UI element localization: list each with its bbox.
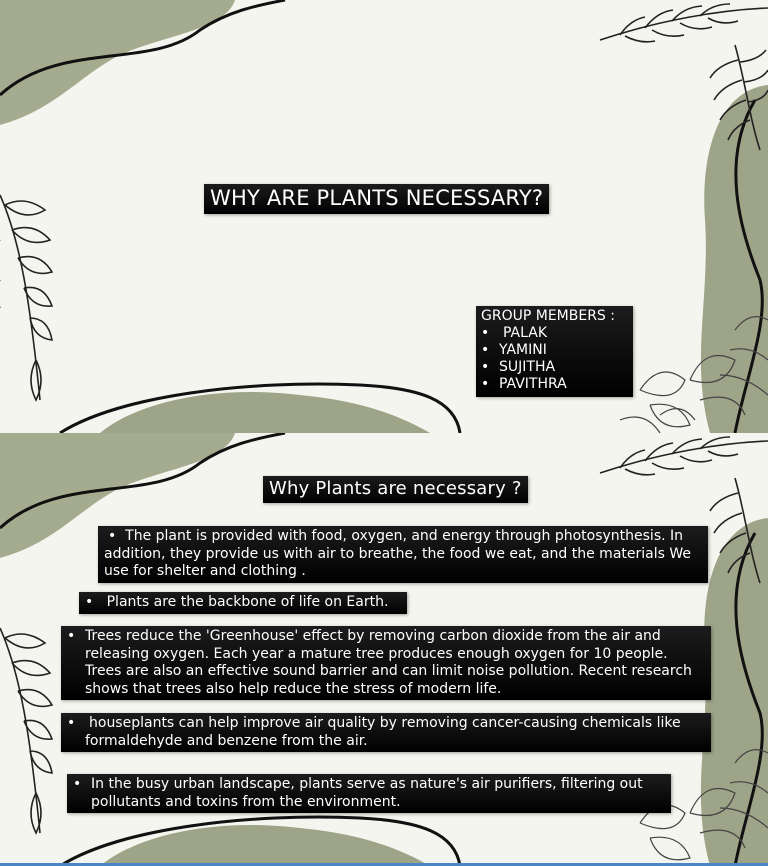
fern-left — [0, 195, 52, 400]
sage-blob-top-left — [0, 0, 235, 125]
slide-2-title: Why Plants are necessary ? — [263, 476, 528, 503]
member-item: • PAVITHRA — [481, 376, 629, 393]
slide-1-title: WHY ARE PLANTS NECESSARY? — [204, 184, 549, 214]
member-item: • SUJITHA — [481, 359, 629, 376]
group-members-list — [481, 325, 629, 393]
bullet-text: • houseplants can help improve air quality by removing cancer-causing chemicals like formaldehyde and benzene from the air. — [67, 715, 705, 750]
bullet-box-backbone — [79, 592, 407, 614]
sage-blob-bottom — [100, 392, 430, 433]
group-members-box — [476, 306, 633, 397]
fern-left — [0, 628, 52, 833]
bullet-box-houseplants — [61, 713, 711, 752]
bullet-text: • Plants are the backbone of life on Earth. — [85, 594, 389, 610]
sage-blob-bottom — [100, 825, 430, 866]
bullet-box-photosynthesis — [98, 526, 708, 583]
bullet-text: • The plant is provided with food, oxygen, and energy through photosynthesis. In addition, they provide us with air to breathe, the food we eat, and the materials We use for shelter and clothing . — [104, 528, 691, 579]
bullet-box-urban — [67, 774, 671, 813]
member-item: • PALAK — [481, 325, 629, 342]
bullet-box-greenhouse — [61, 626, 711, 700]
bullet-text: • In the busy urban landscape, plants serve as nature's air purifiers, filtering out pollutants and toxins from the environment. — [73, 776, 665, 811]
member-item: • YAMINI — [481, 342, 629, 359]
bullet-text: • Trees reduce the 'Greenhouse' effect by removing carbon dioxide from the air and releasing oxygen. Each year a mature tree produces enough oxygen for 10 people. Trees are also an effective sound barrier and can limit noise pollution. Recent research shows that trees also help reduce the stress of modern life. — [67, 628, 705, 698]
group-members-heading: GROUP MEMBERS : — [481, 308, 615, 324]
sage-blob-right — [701, 85, 768, 433]
